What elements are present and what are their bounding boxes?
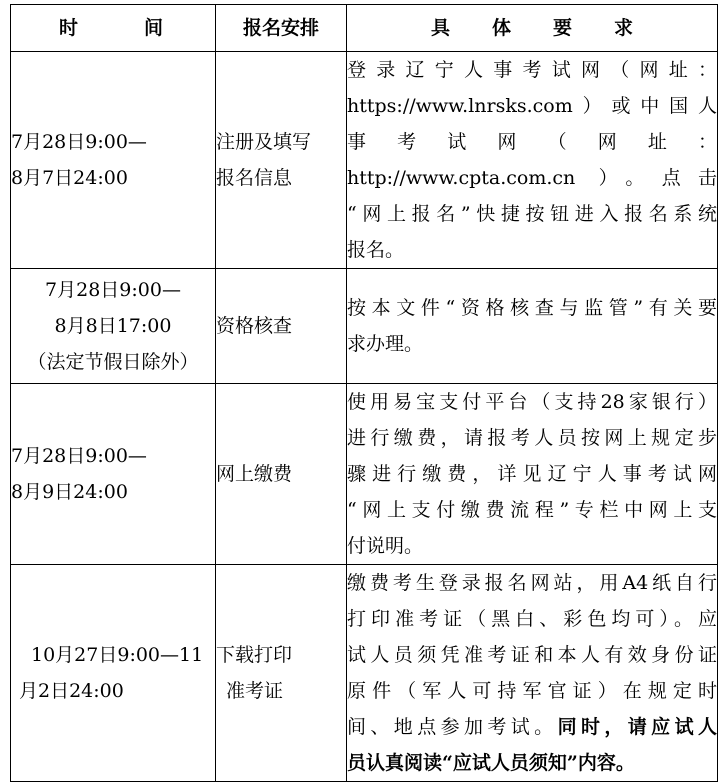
requirement-line: 原件（军人可持军官证）在规定时 — [347, 680, 717, 702]
requirement-text: 间、地点参加考试。 — [347, 716, 558, 738]
requirement-line: “网上报名”快捷按钮进入报名系统 — [347, 203, 717, 225]
header-time-char-2: 间 — [143, 17, 163, 39]
time-cell — [11, 384, 216, 565]
requirement-line: 打印准考证（黑白、彩色均可）。应 — [347, 608, 717, 630]
step-cell — [216, 384, 347, 565]
table-row — [11, 269, 718, 384]
header-req-char-1: 具 — [430, 17, 450, 39]
step-line: 准考证 — [226, 680, 284, 702]
header-requirements — [347, 5, 718, 52]
requirement-bold-text: 同时，请应试人 — [557, 716, 717, 738]
requirement-line: http://www.cpta.com.cn ）。点击 — [347, 167, 717, 189]
time-line: 8月7日24:00 — [11, 167, 128, 189]
step-cell — [216, 52, 347, 269]
requirement-line-mixed — [347, 709, 717, 745]
time-line: 10月27日9:00—11 — [31, 644, 204, 666]
step-line: 报名信息 — [216, 167, 293, 189]
requirement-cell — [347, 384, 718, 565]
step-line: 下载打印 — [216, 644, 293, 666]
step-cell — [216, 269, 347, 384]
requirement-cell — [347, 269, 718, 384]
time-line: 7月28日9:00— — [11, 131, 147, 153]
header-time-char-1: 时 — [59, 17, 79, 39]
requirement-cell — [347, 565, 718, 782]
header-row — [11, 5, 718, 52]
requirement-line: 骤进行缴费，详见辽宁人事考试网 — [347, 463, 717, 485]
header-req-char-4: 求 — [614, 17, 634, 39]
requirement-line: 按本文件“资格核查与监管”有关要 — [347, 297, 717, 319]
header-step-label: 报名安排 — [242, 17, 319, 39]
requirement-line: 缴费考生登录报名网站，用A4纸自行 — [347, 572, 717, 594]
table-row — [11, 384, 718, 565]
requirement-line: 报名。 — [347, 239, 405, 261]
step-cell — [216, 565, 347, 782]
time-line: 7月28日9:00— — [11, 445, 147, 467]
step-line: 资格核查 — [216, 315, 293, 337]
requirement-line: https://www.lnrsks.com）或中国人 — [347, 95, 717, 117]
header-step — [216, 5, 347, 52]
time-line: 7月28日9:00— — [45, 279, 181, 301]
time-line: 8月8日17:00 — [54, 315, 172, 337]
requirement-line: 进行缴费，请报考人员按网上规定步 — [347, 427, 717, 449]
time-note: （法定节假日除外） — [27, 351, 199, 373]
requirement-line: 使用易宝支付平台（支持28家银行） — [347, 391, 717, 413]
time-line: 8月9日24:00 — [11, 481, 128, 503]
requirement-line: 试人员须凭准考证和本人有效身份证 — [347, 644, 717, 666]
requirement-line: 登录辽宁人事考试网（网址： — [347, 59, 717, 81]
requirement-line: “网上支付缴费流程”专栏中网上支 — [347, 499, 717, 521]
requirement-line: 付说明。 — [347, 535, 424, 557]
table-row — [11, 52, 718, 269]
time-cell — [11, 52, 216, 269]
requirement-cell — [347, 52, 718, 269]
header-req-char-2: 体 — [491, 17, 511, 39]
time-cell — [11, 269, 216, 384]
time-line: 月2日24:00 — [19, 680, 124, 702]
requirement-bold-line: 员认真阅读“应试人员须知”内容。 — [347, 752, 635, 774]
registration-schedule-table — [10, 4, 718, 782]
step-line: 注册及填写 — [216, 131, 312, 153]
requirement-line: 事 考 试 网 （ 网 址 ： — [347, 131, 717, 153]
header-time — [11, 5, 216, 52]
table-row — [11, 565, 718, 782]
requirement-line: 求办理。 — [347, 333, 424, 355]
time-cell — [11, 565, 216, 782]
header-req-char-3: 要 — [553, 17, 573, 39]
step-line: 网上缴费 — [216, 463, 293, 485]
